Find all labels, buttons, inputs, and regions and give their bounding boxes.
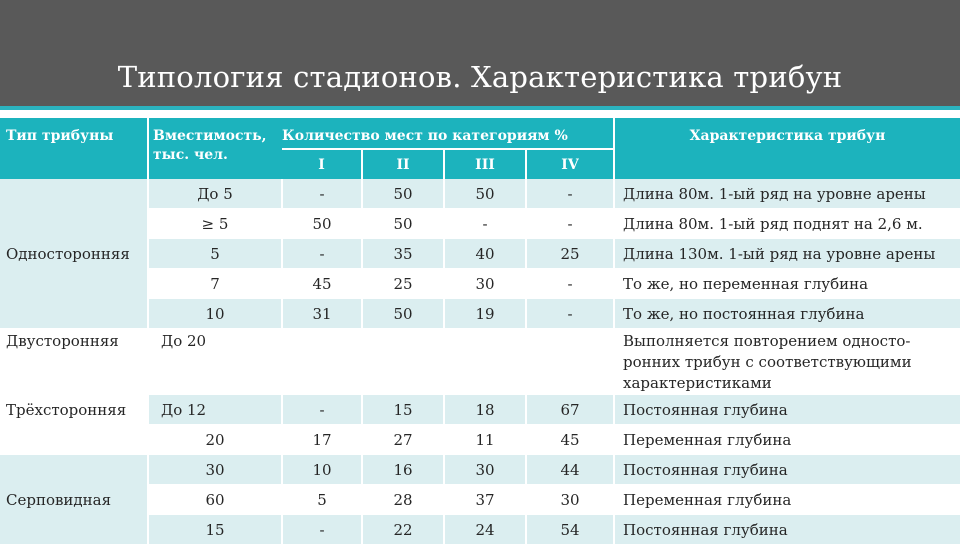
cat-2-cell: 50 (362, 179, 444, 209)
capacity-cell: До 12 (148, 395, 282, 425)
cat-4-cell: 67 (526, 395, 614, 425)
characteristic-cell: Выполняется повторением односто-ронних трибун с соответствующими характеристиками (614, 329, 960, 395)
cat-4-cell: 54 (526, 515, 614, 545)
cat-2-cell: 50 (362, 299, 444, 329)
cat-1-cell: 50 (282, 209, 362, 239)
cat-2-cell: 22 (362, 515, 444, 545)
capacity-cell: 30 (148, 455, 282, 485)
cat-1-cell: 5 (282, 485, 362, 515)
capacity-cell: 15 (148, 515, 282, 545)
characteristic-cell: Переменная глубина (614, 425, 960, 455)
characteristic-cell: Постоянная глубина (614, 515, 960, 545)
characteristic-cell: Длина 80м. 1-ый ряд поднят на 2,6 м. (614, 209, 960, 239)
cat-3-cell: 19 (444, 299, 526, 329)
cat-3-cell: 40 (444, 239, 526, 269)
header-cat-4: IV (526, 149, 614, 179)
stand-type-cell: Серповидная (0, 455, 148, 545)
stand-type-cell: Двусторонняя (0, 329, 148, 395)
cat-1-cell: 17 (282, 425, 362, 455)
cat-4-cell (526, 329, 614, 395)
cat-4-cell: 45 (526, 425, 614, 455)
cat-1-cell: 31 (282, 299, 362, 329)
cat-2-cell (362, 329, 444, 395)
characteristic-cell: Переменная глубина (614, 485, 960, 515)
capacity-cell: ≥ 5 (148, 209, 282, 239)
characteristic-cell: То же, но переменная глубина (614, 269, 960, 299)
cat-4-cell: 30 (526, 485, 614, 515)
capacity-cell: 5 (148, 239, 282, 269)
cat-1-cell: - (282, 515, 362, 545)
capacity-cell: До 5 (148, 179, 282, 209)
stand-type-cell: Трёхсторонняя (0, 395, 148, 455)
cat-1-cell: 45 (282, 269, 362, 299)
slide-title: Типология стадионов. Характеристика трибун (117, 60, 843, 94)
cat-3-cell: 37 (444, 485, 526, 515)
capacity-cell: 60 (148, 485, 282, 515)
header-stand-type: Тип трибуны (0, 118, 148, 179)
cat-3-cell: 18 (444, 395, 526, 425)
cat-3-cell: 50 (444, 179, 526, 209)
cat-1-cell: 10 (282, 455, 362, 485)
characteristic-cell: Постоянная глубина (614, 455, 960, 485)
cat-3-cell: 30 (444, 269, 526, 299)
cat-2-cell: 27 (362, 425, 444, 455)
cat-1-cell: - (282, 239, 362, 269)
capacity-cell: До 20 (148, 329, 282, 395)
header-categories: Количество мест по категориям % (282, 118, 614, 149)
cat-1-cell: - (282, 395, 362, 425)
cat-2-cell: 15 (362, 395, 444, 425)
cat-3-cell (444, 329, 526, 395)
cat-2-cell: 16 (362, 455, 444, 485)
header-cat-3: III (444, 149, 526, 179)
table-row (0, 329, 960, 395)
table-row (0, 179, 960, 209)
cat-4-cell: - (526, 179, 614, 209)
cat-4-cell: - (526, 299, 614, 329)
accent-line (0, 106, 960, 110)
characteristic-cell: Длина 130м. 1-ый ряд на уровне арены (614, 239, 960, 269)
cat-4-cell: - (526, 269, 614, 299)
cat-2-cell: 25 (362, 269, 444, 299)
cat-2-cell: 50 (362, 209, 444, 239)
characteristic-cell: Длина 80м. 1-ый ряд на уровне арены (614, 179, 960, 209)
header-cat-1: I (282, 149, 362, 179)
capacity-cell: 20 (148, 425, 282, 455)
cat-3-cell: 11 (444, 425, 526, 455)
header-capacity: Вместимость, тыс. чел. (148, 118, 282, 179)
stands-table (0, 118, 960, 545)
cat-2-cell: 28 (362, 485, 444, 515)
cat-3-cell: 30 (444, 455, 526, 485)
header-characteristic: Характеристика трибун (614, 118, 960, 179)
cat-3-cell: - (444, 209, 526, 239)
header-cat-2: II (362, 149, 444, 179)
table-row (0, 455, 960, 485)
cat-4-cell: - (526, 209, 614, 239)
cat-3-cell: 24 (444, 515, 526, 545)
capacity-cell: 7 (148, 269, 282, 299)
cat-4-cell: 44 (526, 455, 614, 485)
characteristic-cell: Постоянная глубина (614, 395, 960, 425)
cat-4-cell: 25 (526, 239, 614, 269)
capacity-cell: 10 (148, 299, 282, 329)
cat-2-cell: 35 (362, 239, 444, 269)
cat-1-cell (282, 329, 362, 395)
stand-type-cell: Односторонняя (0, 179, 148, 329)
table-row (0, 395, 960, 425)
cat-1-cell: - (282, 179, 362, 209)
characteristic-cell: То же, но постоянная глубина (614, 299, 960, 329)
